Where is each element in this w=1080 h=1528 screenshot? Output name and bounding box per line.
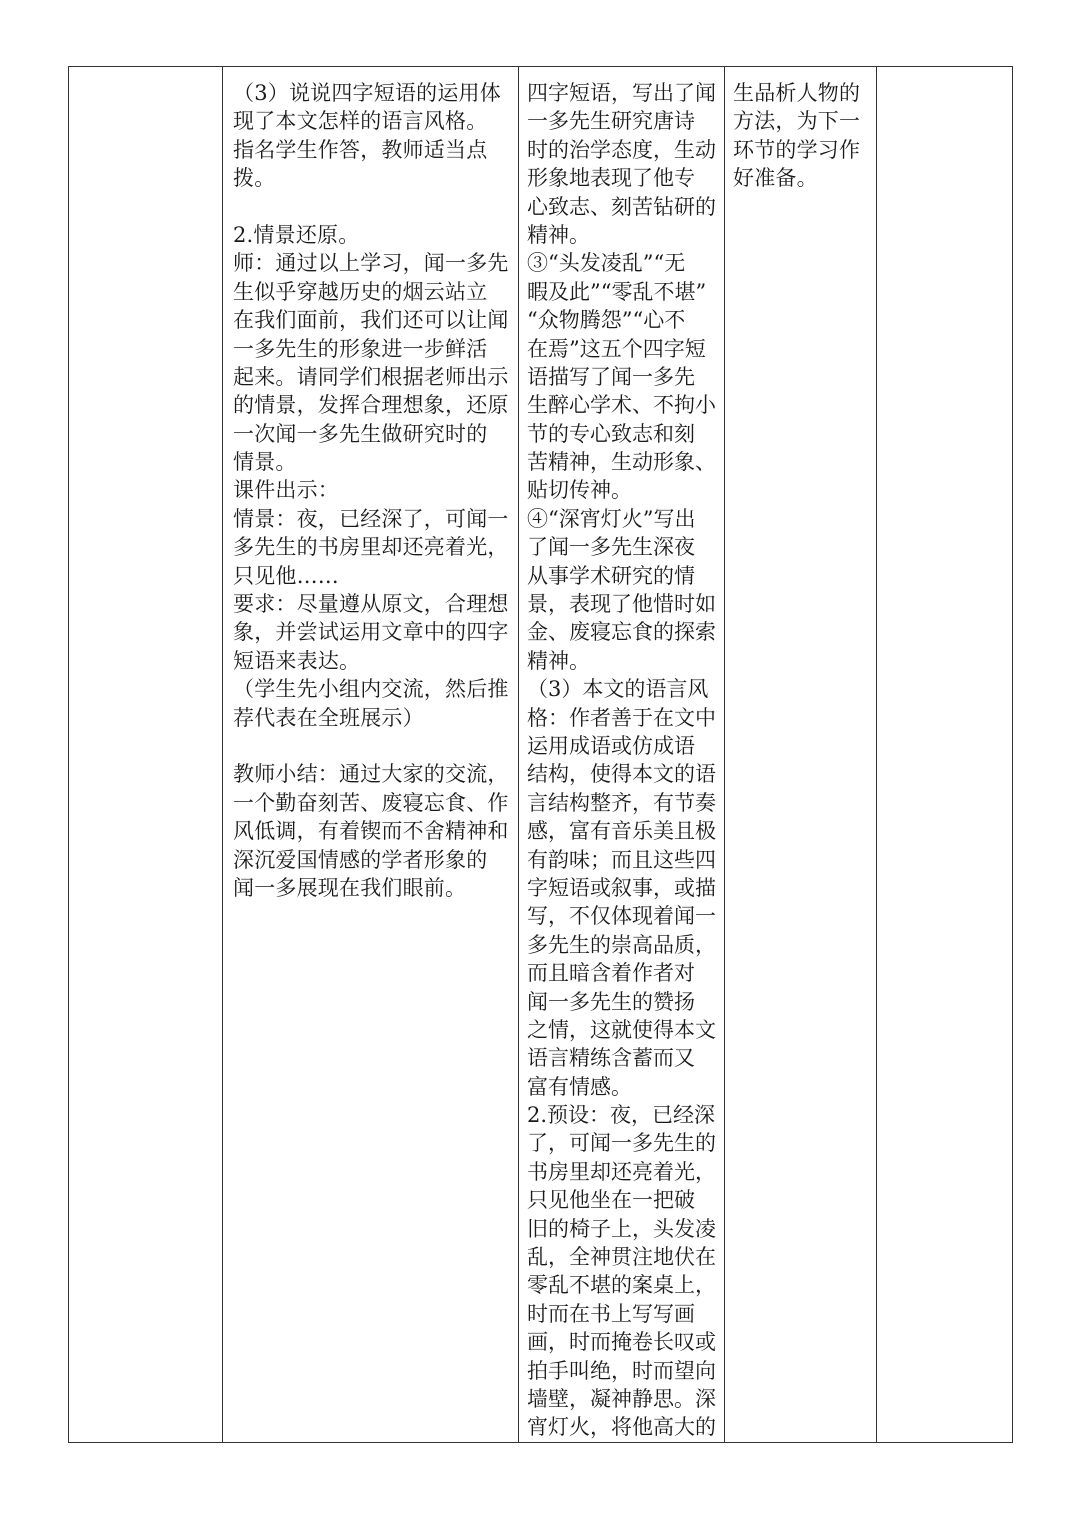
text-line: 拨。 <box>233 166 276 191</box>
text-line: 有韵味；而且这些四 <box>527 847 716 872</box>
text-line: 字短语或叙事，或描 <box>527 875 716 900</box>
text-line: 节的专心致志和刻 <box>527 421 695 446</box>
text-line: 闻一多先生的赞扬 <box>527 989 695 1014</box>
text-line: 之情，这就使得本文 <box>527 1017 716 1042</box>
text-line: 多先生的崇高品质， <box>527 932 716 957</box>
text-line: 四字短语，写出了闻 <box>527 81 716 105</box>
text-line: 了，可闻一多先生的 <box>527 1131 716 1156</box>
text-line: 墙壁，凝神静思。深 <box>527 1386 716 1411</box>
text-line: 格：作者善于在文中 <box>527 705 716 730</box>
text-line: 形象地表现了他专 <box>527 166 695 191</box>
text-line: 情景：夜，已经深了，可闻一 <box>233 506 509 531</box>
text-line: ④“深宵灯火”写出 <box>527 506 696 531</box>
teaching-activities-column <box>223 67 519 1442</box>
text-line: 旧的椅子上，头发凌 <box>527 1216 716 1241</box>
text-line: 起来。请同学们根据老师出示 <box>233 364 509 389</box>
text-line: 精神。 <box>527 222 590 247</box>
text-line: 从事学术研究的情 <box>527 563 695 588</box>
text-line: 师：通过以上学习，闻一多先 <box>233 251 509 276</box>
text-line: 零乱不堪的案桌上， <box>527 1273 716 1298</box>
text-line: 生醉心学术、不拘小 <box>527 393 716 418</box>
text-line: （3）说说四字短语的运用体 <box>233 81 501 105</box>
text-line: 了闻一多先生深夜 <box>527 535 695 560</box>
text-line: 的情景，发挥合理想象，还原 <box>233 393 509 418</box>
text-line: 景，表现了他惜时如 <box>527 592 716 617</box>
text-line: 宵灯火，将他高大的 <box>527 1415 716 1440</box>
text-line: 拍手叫绝，时而望向 <box>527 1358 716 1383</box>
text-line: 指名学生作答，教师适当点 <box>233 137 488 162</box>
text-line: 一个勤奋刻苦、废寝忘食、作 <box>233 790 509 815</box>
text-line: 书房里却还亮着光， <box>527 1159 716 1184</box>
text-line: 课件出示： <box>233 478 339 503</box>
text-line: 短语来表达。 <box>233 648 361 673</box>
text-line: 深沉爱国情感的学者形象的 <box>233 847 488 872</box>
text-line: 只见他…… <box>233 563 339 588</box>
text-line: 乱，全神贯注地伏在 <box>527 1245 716 1270</box>
text-line: 现了本文怎样的语言风格。 <box>233 109 488 134</box>
text-line: 生品析人物的 <box>733 81 861 105</box>
text-line: 教师小结：通过大家的交流， <box>233 762 509 787</box>
text-line: 时而在书上写写画 <box>527 1301 695 1326</box>
text-line: 多先生的书房里却还亮着光， <box>233 535 509 560</box>
text-line: “众物腾怨”“心不 <box>527 308 686 333</box>
text-line: 心致志、刻苦钻研的 <box>527 194 716 219</box>
text-line: 2.预设：夜，已经深 <box>527 1103 716 1128</box>
lesson-plan-table <box>68 66 1013 1443</box>
text-line: 精神。 <box>527 648 590 673</box>
text-line: 运用成语或仿成语 <box>527 733 695 758</box>
text-line: 画，时而掩卷长叹或 <box>527 1330 716 1355</box>
text-line: 语描写了闻一多先 <box>527 364 695 389</box>
table-column-1 <box>69 67 223 1442</box>
text-line: 生似乎穿越历史的烟云站立 <box>233 279 488 304</box>
text-line: ③“头发凌乱”“无 <box>527 251 686 276</box>
text-line: 在我们面前，我们还可以让闻 <box>233 308 509 333</box>
text-line: 语言精练含蓄而又 <box>527 1046 695 1071</box>
text-line: 结构，使得本文的语 <box>527 762 716 787</box>
text-line: 荐代表在全班展示） <box>233 705 424 730</box>
text-line: 要求：尽量遵从原文，合理想 <box>233 592 509 617</box>
text-line: 好准备。 <box>733 166 818 191</box>
text-line: 情景。 <box>233 450 297 475</box>
text-line: 言结构整齐，有节奏 <box>527 790 716 815</box>
text-line: 写，不仅体现着闻一 <box>527 904 716 929</box>
text-line: 富有情感。 <box>527 1074 632 1099</box>
text-line: 在焉”这五个四字短 <box>527 336 706 361</box>
text-line: 而且暗含着作者对 <box>527 961 695 986</box>
text-line: 2.情景还原。 <box>233 222 360 247</box>
text-line: 苦精神，生动形象、 <box>527 450 716 475</box>
text-line <box>233 732 510 760</box>
text-line: （学生先小组内交流，然后推 <box>233 677 509 702</box>
table-column-5 <box>877 67 1012 1442</box>
text-line: 方法，为下一 <box>733 109 861 134</box>
text-line: 象，并尝试运用文章中的四字 <box>233 620 509 645</box>
text-line: 环节的学习作 <box>733 137 861 162</box>
text-line: 只见他坐在一把破 <box>527 1188 695 1213</box>
text-line: 风低调，有着锲而不舍精神和 <box>233 819 509 844</box>
text-line: 金、废寝忘食的探索 <box>527 620 716 645</box>
text-line: 一多先生研究唐诗 <box>527 109 695 134</box>
design-intent-column <box>725 67 877 1442</box>
text-line: 感，富有音乐美且极 <box>527 819 716 844</box>
student-activities-column <box>519 67 725 1442</box>
text-line: 暇及此”“零乱不堪” <box>527 279 707 304</box>
text-line: 时的治学态度，生动 <box>527 137 716 162</box>
text-line: 一次闻一多先生做研究时的 <box>233 421 488 446</box>
text-line <box>233 193 510 221</box>
text-line: （3）本文的语言风 <box>527 677 709 702</box>
text-line: 闻一多展现在我们眼前。 <box>233 875 467 900</box>
text-line: 贴切传神。 <box>527 478 632 503</box>
text-line: 一多先生的形象进一步鲜活 <box>233 336 488 361</box>
